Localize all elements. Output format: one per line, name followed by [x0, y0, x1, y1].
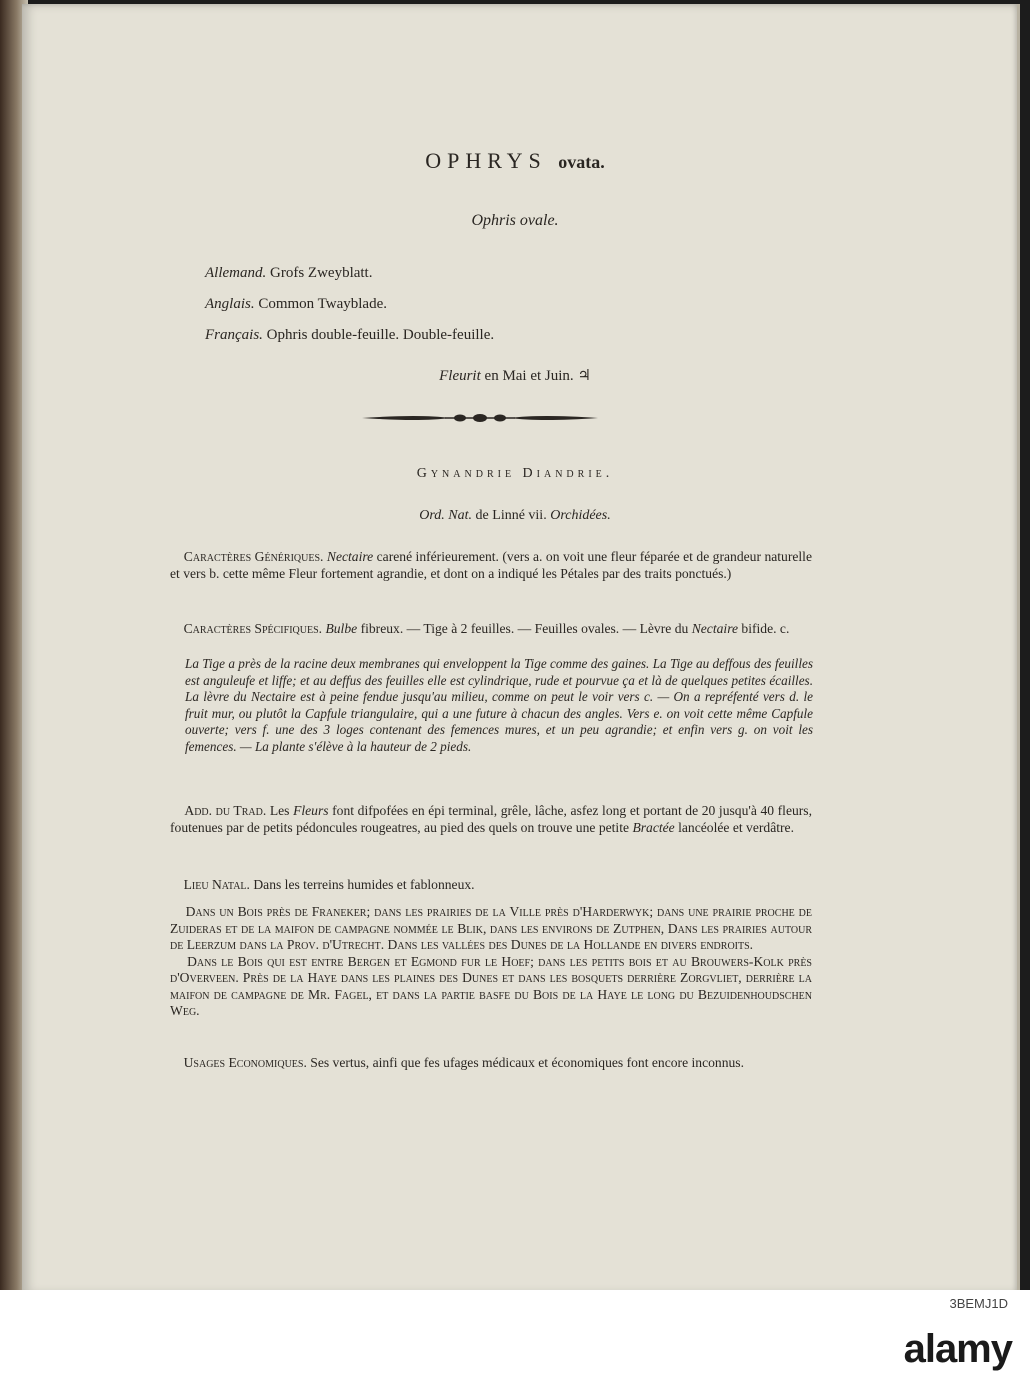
flowering-label: Fleurit — [439, 368, 481, 384]
common-name: Common Twayblade. — [258, 296, 388, 312]
term: Bulbe — [325, 621, 358, 636]
common-name: Ophris double-feuille. Double-feuille. — [266, 327, 495, 343]
habitat — [170, 876, 812, 893]
specific-characters — [170, 620, 812, 637]
ord-family: Orchidées. — [550, 508, 611, 523]
section-text: lancéolée et verdâtre. — [678, 820, 794, 835]
ornamental-divider — [360, 410, 600, 426]
natural-order — [0, 508, 1030, 524]
section-text: bifide. c. — [741, 621, 790, 636]
localities — [170, 904, 812, 1020]
ord-label: Ord. Nat. — [419, 508, 473, 523]
perennial-symbol: ♃ — [577, 368, 591, 384]
book-page — [22, 4, 1020, 1294]
watermark-bar — [0, 1290, 1030, 1390]
section-label: Lieu Natal. — [183, 877, 250, 892]
section-text: Les — [269, 803, 290, 818]
section-text: Dans un Bois près de Franeker; dans les prairies de la Ville près d'Harderwyk; dans une prairie proche de Zuideras et de la maifon de campagne nommée le Blik, dans les environs de Zutphen, Dans les prairies autour de Leerzum dans la Prov. d'Utrecht. Dans les vallées des Dunes de la Hollande en divers endroits. — [170, 904, 813, 952]
ord-text: de Linné vii. — [475, 508, 547, 523]
term: Nectaire — [326, 549, 374, 564]
common-name-row — [205, 320, 494, 351]
species-name: ovata. — [558, 152, 605, 172]
common-names-list — [205, 258, 494, 351]
section-label: Caractères Génériques. — [183, 549, 324, 564]
term: Bractée — [632, 820, 675, 835]
section-text: Dans les terreins humides et fablonneux. — [253, 877, 475, 892]
plant-description: La Tige a près de la racine deux membranes qui enveloppent la Tige comme des gaines. La Tige au deffous des feuilles est anguleufe et liffe; et au deffus des feuilles elle est cylindrique, rude et pourvue ça et là de quelques petites écailles. La lèvre du Nectaire est à peine fendue jusqu'au milieu, comme on peut le voir vers c. — On a repréfenté vers d. le fruit mur, ou plutôt la Capfule triangulaire, qui a une future à chacun des angles. Vers e. on voit cette même Capfule ouverte; vers f. une des 3 loges contenant des femences mures, et un peu agrandie; et enfin vers g. on voit les femences. — La plante s'élève à la hauteur de 2 pieds. — [185, 656, 813, 754]
flowering-text: en Mai et Juin. — [484, 368, 574, 384]
common-name-row — [205, 258, 494, 289]
localities-paragraph — [170, 954, 812, 1020]
section-text: carené inférieurement. (vers a. on voit une fleur féparée et de grandeur naturelle et vers b. cette même Fleur fortement agrandie, et dont on a indiqué les Pétales par des traits ponctués.) — [170, 549, 812, 581]
section-label: Caractères Spécifiques. — [183, 621, 323, 636]
common-name-row — [205, 289, 494, 320]
economic-uses — [170, 1054, 812, 1071]
language-label: Allemand. — [205, 265, 267, 281]
generic-characters — [170, 548, 812, 582]
section-text: fibreux. — Tige à 2 feuilles. — Feuilles ovales. — Lèvre du — [360, 621, 689, 636]
section-text: Ses vertus, ainfi que fes ufages médicaux et économiques font encore inconnus. — [310, 1055, 744, 1070]
term: Fleurs — [293, 803, 329, 818]
language-label: Français. — [205, 327, 263, 343]
page-title — [0, 148, 1030, 174]
translator-addition — [170, 802, 812, 836]
localities-paragraph — [170, 904, 812, 954]
linnaean-class: Gynandrie Diandrie. — [416, 466, 614, 481]
section-label: Add. du Trad. — [184, 803, 267, 818]
section-label: Usages Economiques. — [183, 1055, 307, 1070]
genus-name: OPHRYS — [425, 148, 547, 173]
section-text: font difpofées en épi terminal, grêle, lâche, asfez long et portant de 20 jusqu'à 40 fleurs, foutenues par de petits pédoncules rougeatres, au pied des quels on trouve une petite — [170, 803, 812, 835]
flowering-period — [0, 366, 1030, 385]
section-text: Dans le Bois qui est entre Bergen et Egmond fur le Hoef; dans les petits bois et au Brouwers-Kolk près d'Overveen. Près de la Haye dans les plaines des Dunes et dans les bosquets derrière Zorgvliet, derrière la maifon de campagne de Mr. Fagel, et dans la partie basfe du Bois de la Haye le long du Bezuidenhoudschen Weg. — [170, 953, 812, 1018]
french-name: Ophris ovale. — [471, 212, 559, 229]
term: Nectaire — [691, 621, 739, 636]
language-label: Anglais. — [205, 296, 255, 312]
watermark-logo: alamy — [903, 1327, 1012, 1371]
image-id: 3BEMJ1D — [949, 1296, 1008, 1311]
common-name: Grofs Zweyblatt. — [270, 265, 373, 281]
